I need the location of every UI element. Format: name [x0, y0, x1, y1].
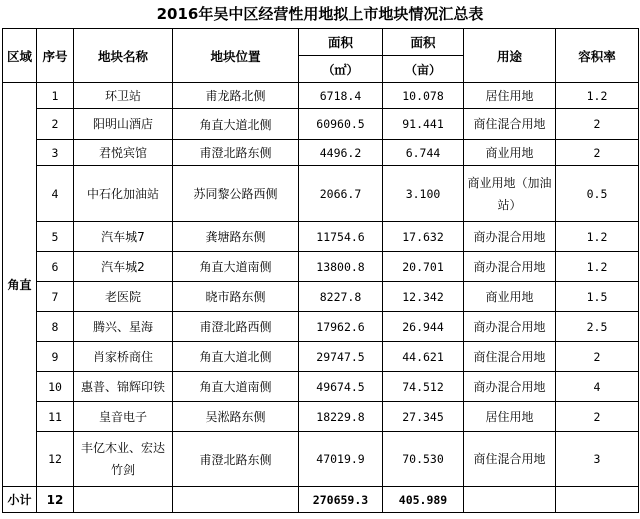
- row-location-cell: 角直大道北侧: [173, 109, 299, 140]
- row-name-cell: 老医院: [74, 282, 173, 312]
- row-area-mu-cell: 12.342: [383, 282, 464, 312]
- row-index-cell: 10: [37, 372, 74, 402]
- row-location-cell: 苏同黎公路西侧: [173, 166, 299, 222]
- row-area-m2-cell: 8227.8: [299, 282, 383, 312]
- header-index: 序号: [37, 29, 74, 83]
- row-name-cell: 汽车城2: [74, 252, 173, 282]
- table-row: [3, 342, 639, 372]
- header-area-m2: 面积: [299, 29, 383, 56]
- row-use-cell: 商办混合用地: [464, 312, 556, 342]
- subtotal-count: 12: [37, 487, 74, 513]
- table-row: [3, 222, 639, 252]
- row-index-cell: 5: [37, 222, 74, 252]
- header-row: [3, 29, 639, 56]
- header-location: 地块位置: [173, 29, 299, 83]
- table-title: 2016年吴中区经营性用地拟上市地块情况汇总表: [156, 5, 484, 23]
- row-area-mu-cell: 10.078: [383, 83, 464, 109]
- header-far: 容积率: [556, 29, 639, 83]
- row-far-cell: 2: [556, 109, 639, 140]
- row-far-cell: 1.5: [556, 282, 639, 312]
- table-row: [3, 83, 639, 109]
- table-row: [3, 432, 639, 487]
- row-area-m2-cell: 4496.2: [299, 140, 383, 166]
- subtotal-empty-use: [464, 487, 556, 513]
- row-location-cell: 角直大道北侧: [173, 342, 299, 372]
- row-area-m2-cell: 18229.8: [299, 402, 383, 432]
- row-index-cell: 2: [37, 109, 74, 140]
- row-use-cell: 商办混合用地: [464, 252, 556, 282]
- row-far-cell: 1.2: [556, 252, 639, 282]
- row-area-m2-cell: 6718.4: [299, 83, 383, 109]
- row-name-cell: 腾兴、星海: [74, 312, 173, 342]
- row-name-cell: 中石化加油站: [74, 166, 173, 222]
- header-area-mu-unit: （亩）: [383, 56, 464, 83]
- table-row: [3, 372, 639, 402]
- row-location-cell: 甫澄北路东侧: [173, 140, 299, 166]
- row-index-cell: 1: [37, 83, 74, 109]
- row-use-cell: 商业用地（加油站）: [464, 166, 556, 222]
- row-use-cell: 商住混合用地: [464, 109, 556, 140]
- row-index-cell: 9: [37, 342, 74, 372]
- row-area-m2-cell: 13800.8: [299, 252, 383, 282]
- table-row: [3, 109, 639, 140]
- table-row: [3, 140, 639, 166]
- row-use-cell: 商办混合用地: [464, 222, 556, 252]
- row-area-m2-cell: 49674.5: [299, 372, 383, 402]
- subtotal-empty-far: [556, 487, 639, 513]
- row-far-cell: 1.2: [556, 222, 639, 252]
- row-use-cell: 商住混合用地: [464, 432, 556, 487]
- header-area-mu: 面积: [383, 29, 464, 56]
- row-far-cell: 4: [556, 372, 639, 402]
- row-location-cell: 角直大道南侧: [173, 372, 299, 402]
- row-name-cell: 君悦宾馆: [74, 140, 173, 166]
- header-area: 区域: [3, 29, 37, 83]
- row-area-mu-cell: 44.621: [383, 342, 464, 372]
- row-index-cell: 11: [37, 402, 74, 432]
- row-index-cell: 12: [37, 432, 74, 487]
- row-index-cell: 4: [37, 166, 74, 222]
- subtotal-row: [3, 487, 639, 513]
- row-location-cell: 吴淞路东侧: [173, 402, 299, 432]
- row-location-cell: 甫龙路北侧: [173, 83, 299, 109]
- subtotal-empty-name: [74, 487, 173, 513]
- row-area-mu-cell: 74.512: [383, 372, 464, 402]
- row-far-cell: 2: [556, 342, 639, 372]
- row-far-cell: 1.2: [556, 83, 639, 109]
- row-area-mu-cell: 91.441: [383, 109, 464, 140]
- subtotal-empty-location: [173, 487, 299, 513]
- row-far-cell: 0.5: [556, 166, 639, 222]
- row-name-cell: 皇音电子: [74, 402, 173, 432]
- row-area-m2-cell: 2066.7: [299, 166, 383, 222]
- row-area-mu-cell: 17.632: [383, 222, 464, 252]
- row-use-cell: 居住用地: [464, 402, 556, 432]
- row-name-cell: 阳明山酒店: [74, 109, 173, 140]
- subtotal-area-mu: 405.989: [383, 487, 464, 513]
- row-use-cell: 商业用地: [464, 140, 556, 166]
- subtotal-area-m2: 270659.3: [299, 487, 383, 513]
- row-name-cell: 惠普、锦辉印铁: [74, 372, 173, 402]
- row-far-cell: 2: [556, 140, 639, 166]
- row-far-cell: 3: [556, 432, 639, 487]
- row-far-cell: 2: [556, 402, 639, 432]
- row-name-cell: 丰亿木业、宏达竹剑: [74, 432, 173, 487]
- row-index-cell: 3: [37, 140, 74, 166]
- row-name-cell: 汽车城7: [74, 222, 173, 252]
- header-use: 用途: [464, 29, 556, 83]
- row-index-cell: 6: [37, 252, 74, 282]
- row-use-cell: 商办混合用地: [464, 372, 556, 402]
- row-location-cell: 晓市路东侧: [173, 282, 299, 312]
- table-row: [3, 166, 639, 222]
- row-area-mu-cell: 26.944: [383, 312, 464, 342]
- row-area-mu-cell: 70.530: [383, 432, 464, 487]
- row-index-cell: 8: [37, 312, 74, 342]
- row-area-mu-cell: 6.744: [383, 140, 464, 166]
- row-area-m2-cell: 60960.5: [299, 109, 383, 140]
- row-far-cell: 2.5: [556, 312, 639, 342]
- land-summary-table: [2, 28, 639, 513]
- table-row: [3, 252, 639, 282]
- row-use-cell: 居住用地: [464, 83, 556, 109]
- table-row: [3, 402, 639, 432]
- row-area-mu-cell: 3.100: [383, 166, 464, 222]
- header-name: 地块名称: [74, 29, 173, 83]
- row-location-cell: 角直大道南侧: [173, 252, 299, 282]
- table-row: [3, 312, 639, 342]
- row-location-cell: 甫澄北路西侧: [173, 312, 299, 342]
- row-area-mu-cell: 20.701: [383, 252, 464, 282]
- row-area-mu-cell: 27.345: [383, 402, 464, 432]
- row-use-cell: 商住混合用地: [464, 342, 556, 372]
- row-name-cell: 环卫站: [74, 83, 173, 109]
- region-cell: 角直: [3, 83, 37, 487]
- row-location-cell: 甫澄北路东侧: [173, 432, 299, 487]
- row-location-cell: 龚塘路东侧: [173, 222, 299, 252]
- row-area-m2-cell: 11754.6: [299, 222, 383, 252]
- row-index-cell: 7: [37, 282, 74, 312]
- row-area-m2-cell: 29747.5: [299, 342, 383, 372]
- table-row: [3, 282, 639, 312]
- row-use-cell: 商业用地: [464, 282, 556, 312]
- row-name-cell: 肖家桥商住: [74, 342, 173, 372]
- header-area-m2-unit: （㎡）: [299, 56, 383, 83]
- row-area-m2-cell: 17962.6: [299, 312, 383, 342]
- subtotal-label: 小计: [3, 487, 37, 513]
- row-area-m2-cell: 47019.9: [299, 432, 383, 487]
